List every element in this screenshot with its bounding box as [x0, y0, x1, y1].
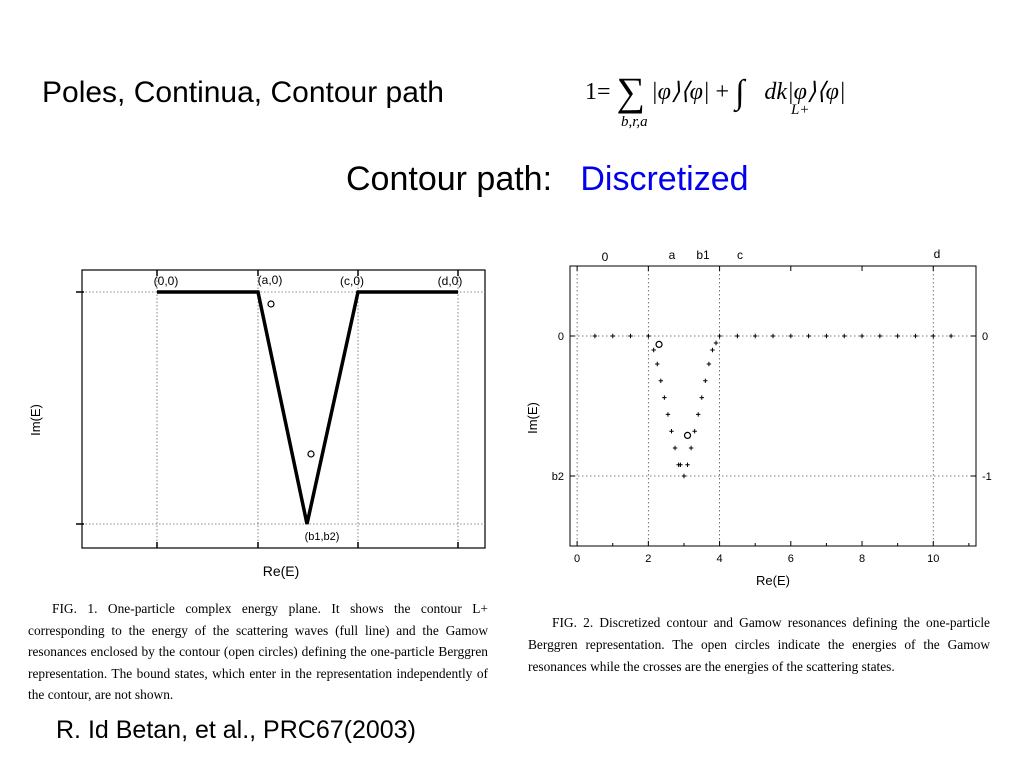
figure2-tick-labels [552, 331, 992, 565]
figure1-xlabel: Re(E) [262, 563, 300, 579]
integral-symbol: ∫ [735, 74, 745, 111]
figure2-scattering-point [593, 334, 597, 338]
figure2-xtick-label: 8 [858, 553, 866, 565]
figure2-ylabel: Im(E) [525, 402, 540, 434]
fig2-top-label-b1: b1 [696, 248, 710, 262]
citation: R. Id Betan, et al., PRC67(2003) [56, 716, 416, 744]
figure2-scattering-point [669, 429, 673, 433]
figure2-xtick-label: 2 [645, 553, 652, 565]
figure2-scattering-point [714, 341, 718, 345]
figure1-ylabel: Im(E) [28, 404, 43, 436]
figure2-scattering-point [685, 463, 689, 467]
slide-title: Poles, Continua, Contour path [42, 76, 444, 109]
figure2-scattering-point [611, 334, 615, 338]
formula-term2: dk|φ⟩⟨φ| [764, 79, 846, 105]
figure2-scattering-point [878, 334, 882, 338]
fig2-top-label-a: a [668, 248, 676, 262]
figure2-scattering-point [789, 334, 793, 338]
figure2-scattering-point [949, 334, 953, 338]
figure2-scattering-point [689, 446, 693, 450]
figure1-resonance-marker [308, 451, 314, 457]
figure2-scattering-point [666, 412, 670, 416]
figure2-resonance-point [685, 432, 691, 438]
figure2-scattering-point [682, 474, 686, 478]
figure2-xlabel: Re(E) [756, 573, 790, 588]
figure2-left-label: b2 [551, 471, 564, 483]
figure1-caption: FIG. 1. One-particle complex energy plane. It shows the contour L+ corresponding to the energy of the scattering waves (full line) and the Gamow resonances enclosed by the contour (open circles) defining the one-particle Berggren representation. The bound states, which enter in the representation independently of the contour, are not shown. [28, 601, 488, 702]
formula-eq: = [597, 79, 611, 105]
figure2-marks [593, 334, 954, 478]
figure1-resonance-marker [268, 301, 274, 307]
figure2-left-label: 0 [557, 331, 564, 343]
figure2-scattering-point [931, 334, 935, 338]
fig2-top-label-0: 0 [601, 250, 609, 264]
figure2-scattering-point [651, 348, 655, 352]
figure2-scattering-point [860, 334, 864, 338]
figure2-ytick-label: 0 [982, 331, 989, 343]
figure2-caption: FIG. 2. Discretized contour and Gamow resonances defining the one-particle Berggren representation. The open circles indicate the energies of the Gamow resonances while the crosses are the energies of the scattering states. [528, 615, 990, 674]
figure2-scattering-point [895, 334, 899, 338]
figure2-scattering-point [662, 395, 666, 399]
figure2-scattering-point [696, 412, 700, 416]
fig1-label-c0: (c,0) [340, 274, 364, 288]
figure2-scattering-point [655, 362, 659, 366]
figure2-scattering-point [771, 334, 775, 338]
figure2-xtick-label: 10 [927, 553, 940, 565]
fig1-label-b1b2: (b1,b2) [304, 531, 340, 543]
formula-lhs: 1 [585, 79, 597, 105]
integral-subscript: L+ [791, 102, 810, 118]
subtitle [346, 160, 749, 199]
subtitle-prefix: Contour path: [346, 160, 553, 198]
figure1-contour-line [157, 292, 458, 524]
figure2-xtick-label: 4 [716, 553, 723, 565]
subtitle-highlight: Discretized [580, 160, 749, 198]
formula-plus: + [715, 79, 730, 105]
figure2-scattering-point [703, 379, 707, 383]
figure2-scattering-point [753, 334, 757, 338]
figure2-scattering-point [673, 446, 677, 450]
figure2-scattering-point [717, 334, 721, 338]
fig1-label-a0: (a,0) [257, 273, 283, 287]
fig2-top-label-c: c [737, 248, 743, 262]
figure2-scattering-point [842, 334, 846, 338]
figure2-chart [520, 240, 1000, 595]
figure2-grid [570, 266, 976, 546]
figure2-frame [570, 266, 976, 546]
figure1-ticks [76, 270, 458, 548]
figure2-resonance-point [656, 341, 662, 347]
figure2-scattering-point [700, 395, 704, 399]
figure2-scattering-point [646, 334, 650, 338]
figure2-scattering-point [628, 334, 632, 338]
figure2-scattering-point [710, 348, 714, 352]
figure2-scattering-point [707, 362, 711, 366]
sum-symbol: ∑ [616, 69, 646, 114]
fig1-label-00: (0,0) [153, 274, 179, 288]
figure2-ticks [570, 266, 976, 546]
figure2-scattering-point [692, 429, 696, 433]
sum-subscript: b,r,a [621, 114, 648, 130]
figure2-xtick-label: 0 [574, 553, 581, 565]
fig1-label-d0: (d,0) [437, 274, 463, 288]
figure2-xtick-label: 6 [787, 553, 794, 565]
completeness-formula [585, 62, 846, 130]
figure2-scattering-point [735, 334, 739, 338]
figure2-scattering-point [824, 334, 828, 338]
figure1-chart [20, 262, 495, 592]
figure2-scattering-point [659, 379, 663, 383]
figure2-ytick-label: -1 [982, 471, 992, 483]
formula-term1: |φ⟩⟨φ| [651, 79, 710, 105]
fig2-top-label-d: d [933, 247, 941, 261]
figure2-scattering-point [806, 334, 810, 338]
figure2-scattering-point [913, 334, 917, 338]
